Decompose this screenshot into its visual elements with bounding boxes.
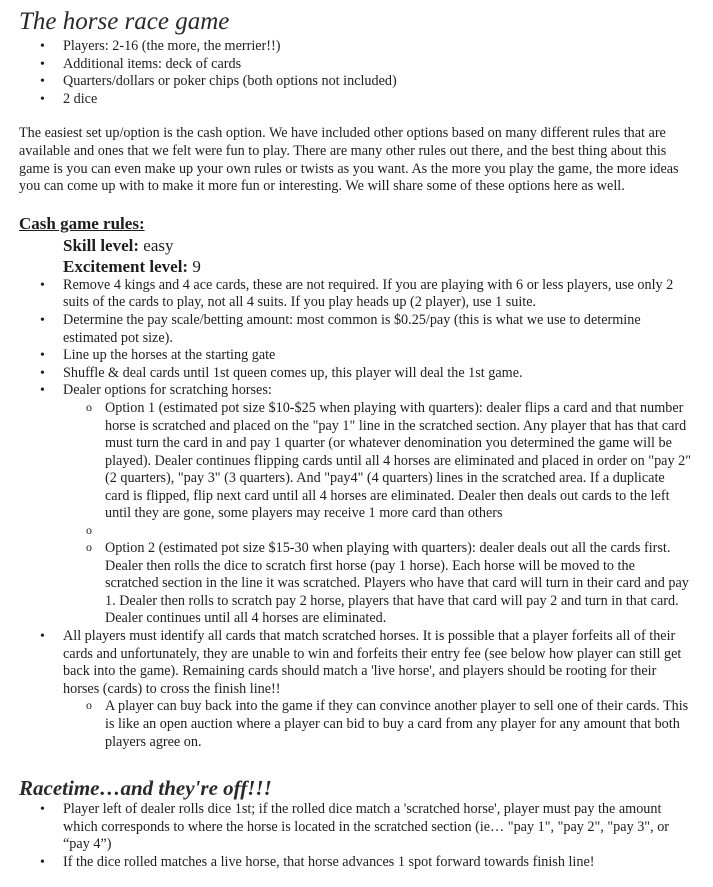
list-item: • Quarters/dollars or poker chips (both options not included) — [19, 73, 691, 91]
list-item: • Player left of dealer rolls dice 1st; if the rolled dice match a 'scratched horse', player must pay the amount which corresponds to where the horse is located in the scratched section (ie… "pay 1", "pay 2", "pay 3", or “pay 4”) — [19, 801, 691, 854]
page-title: The horse race game — [19, 8, 230, 35]
list-item: • Players: 2-16 (the more, the merrier!!) — [19, 38, 691, 56]
race-rules-list — [19, 801, 691, 871]
option-item: o A player can buy back into the game if they can convince another player to sell one of their cards. This is like an open auction where a player can bid to buy a card from any player for any amount that both players agree on. — [19, 698, 691, 751]
dealer-options-label: Dealer options for scratching horses: — [63, 382, 272, 399]
spacer — [19, 523, 691, 540]
list-item: • If the dice rolled matches a live horse, that horse advances 1 spot forward towards finish line! — [19, 854, 691, 872]
excitement-level — [19, 256, 691, 277]
racetime-heading: Racetime…and they're off!!! — [19, 776, 272, 801]
excitement-level-value: 9 — [192, 256, 201, 276]
requirements-list — [19, 38, 691, 108]
cash-rules-list — [19, 277, 691, 751]
list-item: • Shuffle & deal cards until 1st queen comes up, this player will deal the 1st game. — [19, 365, 691, 383]
option-item: o Option 1 (estimated pot size $10-$25 when playing with quarters): dealer flips a card and that number horse is scratched and placed on the "pay 1" line in the scratched section. Any player that has that card must turn the card in and pay 1 quarter (or whatever denomination you determined the game will be played). Dealer continues flipping cards until all 4 horses are eliminated and placed in order on "pay 2" (2 quarters), "pay 3" (3 quarters). And "pay4" (4 quarters) lines in the scratched area. If a duplicate card is flipped, flip next card until all 4 horses are eliminated. Dealer then deals out cards to the left until they are gone, some players may receive 1 more card than others — [19, 400, 691, 523]
option-item: o Option 2 (estimated pot size $15-30 when playing with quarters): dealer deals out all the cards first. Dealer then rolls the dice to scratch first horse (pay 1 horse). Each horse will be moved to the scratched section in the line it was scratched. Players who have that card will turn in their card and pay 1. Dealer then rolls to scratch pay 2 horse, players that have that card will pay 2 and turn in that card. Dealer continues until all 4 horses are eliminated. — [19, 540, 691, 628]
list-item: • Line up the horses at the starting gate — [19, 347, 691, 365]
list-item — [19, 628, 691, 751]
list-item: • Additional items: deck of cards — [19, 56, 691, 74]
dealer-options-list — [19, 400, 691, 628]
skill-level — [19, 235, 691, 256]
skill-level-value: easy — [143, 235, 174, 255]
excitement-level-label: Excitement level: — [63, 256, 189, 276]
forfeit-rule: All players must identify all cards that match scratched horses. It is possible that a player forfeits all of their cards and unfortunately, they are unable to win and forfeits their entry fee (see below how player can still get back into the game). Remaining cards should match a 'live horse', and players should be rooting for their horses (cards) to cross the finish line!! — [63, 628, 682, 697]
list-item: • Remove 4 kings and 4 ace cards, these are not required. If you are playing with 6 or less players, use only 2 suits of the cards to play, not all 4 suits. If you play heads up (2 player), use 1 suite. — [19, 277, 691, 312]
buyback-list — [19, 698, 691, 751]
list-item: • 2 dice — [19, 91, 691, 109]
list-item — [19, 382, 691, 628]
list-item: • Determine the pay scale/betting amount: most common is $0.25/pay (this is what we use to determine estimated pot size). — [19, 312, 691, 347]
skill-level-label: Skill level: — [63, 235, 140, 255]
cash-rules-heading: Cash game rules: — [19, 213, 145, 233]
intro-paragraph: The easiest set up/option is the cash option. We have included other options based on many different rules that are available and ones that we felt were fun to play. There are many other rules out there, and the best thing about this game is you can even make up your own rules or twists as you want. As the more you play the game, the more ideas you can come up with to make it more fun or interesting. We will share some of these options here as well. — [19, 125, 679, 195]
